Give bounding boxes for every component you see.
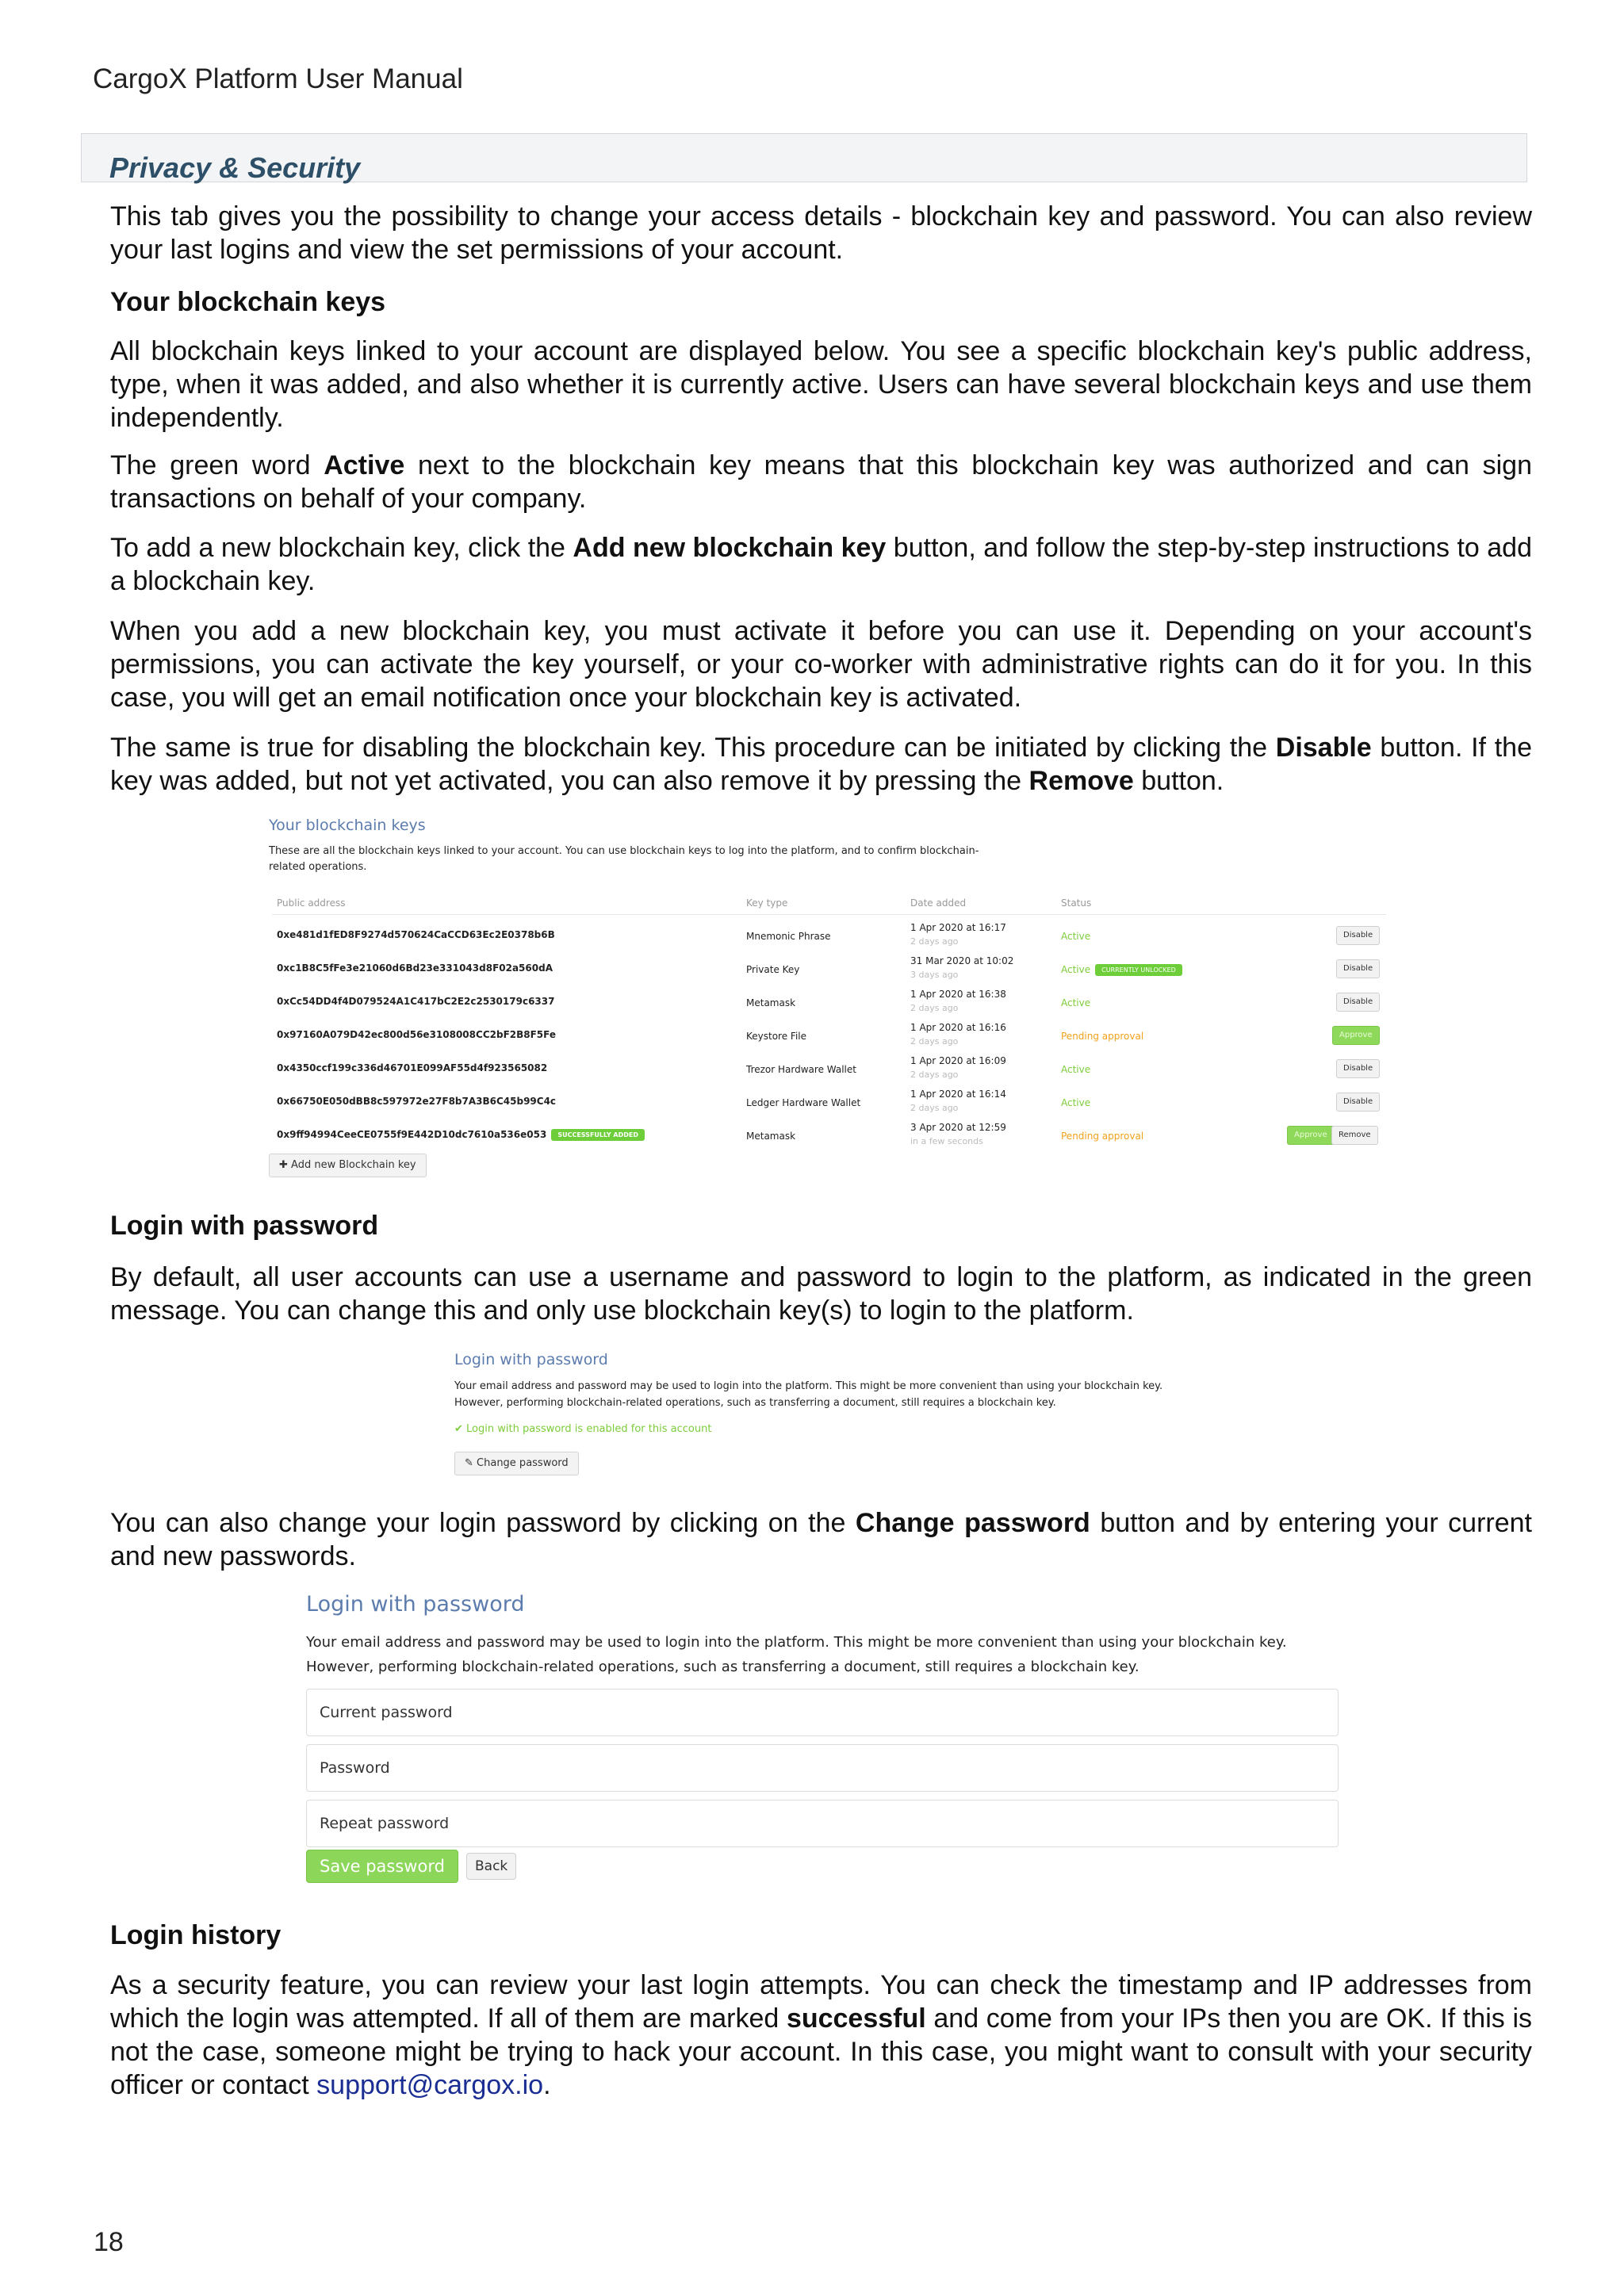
keys-paragraph-3: To add a new blockchain key, click the Add new blockchain key button, and follow the step-by-step instructions to add a blockchain key. — [110, 533, 1532, 596]
password-form-title: Login with password — [306, 1592, 525, 1617]
history-heading: Login history — [110, 1920, 282, 1950]
repeat-password-field[interactable]: Repeat password — [306, 1800, 1339, 1847]
login-paragraph-1: By default, all user accounts can use a username and password to login to the platform, as indicated in the green message. You can change this and only use blockchain key(s) to login to the platform. — [110, 1262, 1532, 1326]
disable-button[interactable]: Disable — [1336, 1059, 1380, 1078]
section-title: Privacy & Security — [109, 151, 361, 184]
running-header: CargoX Platform User Manual — [93, 63, 463, 94]
key-type: Ledger Hardware Wallet — [746, 1097, 861, 1108]
login-heading: Login with password — [110, 1211, 379, 1241]
column-header-status: Status — [1061, 897, 1092, 909]
table-header-divider — [272, 914, 1386, 915]
checkmark-icon: ✔ — [454, 1423, 467, 1435]
login-password-screenshot — [450, 1346, 1227, 1485]
table-row — [264, 1119, 1382, 1153]
login-panel-title: Login with password — [454, 1351, 608, 1368]
key-date: 1 Apr 2020 at 16:14 2 days ago — [910, 1089, 1006, 1113]
key-type: Keystore File — [746, 1031, 807, 1042]
login-panel-description: Your email address and password may be used to login into the platform. This might be more convenient than using your blockchain key. However, performing blockchain-related operations, such as transferring a document, still requires a blockchain key. — [454, 1380, 1163, 1409]
intro-paragraph: This tab gives you the possibility to change your access details - blockchain key and password. You can also review your last logins and view the set permissions of your account. — [110, 201, 1532, 265]
key-type: Metamask — [746, 1131, 796, 1142]
keys-panel-title: Your blockchain keys — [269, 817, 426, 834]
key-status: Pending approval — [1061, 1031, 1144, 1042]
key-address: 0x97160A079D42ec800d56e3108008CC2bF2B8F5Fe — [277, 1029, 557, 1040]
support-email-link[interactable]: support@cargox.io — [316, 2070, 544, 2100]
key-date: 31 Mar 2020 at 10:02 3 days ago — [910, 955, 1014, 980]
plus-icon: ✚ — [279, 1159, 292, 1171]
key-type: Metamask — [746, 997, 796, 1008]
key-status: Active — [1061, 997, 1091, 1008]
key-address: 0xc1B8C5fFe3e21060d6Bd23e331043d8F02a560dA — [277, 962, 553, 974]
current-password-field[interactable]: Current password — [306, 1689, 1339, 1736]
disable-button[interactable]: Disable — [1336, 1093, 1380, 1112]
save-password-button[interactable]: Save password — [306, 1850, 458, 1883]
table-row — [264, 986, 1382, 1020]
pencil-icon: ✎ — [465, 1457, 477, 1469]
key-status: Active — [1061, 1064, 1091, 1075]
key-address: 0xCc54DD4f4D079524A1C417bC2E2c2530179c6337 — [277, 996, 555, 1007]
approve-button[interactable]: Approve — [1287, 1126, 1335, 1145]
key-address: 0x66750E050dBB8c597972e27F8b7A3B6C45b99C4c — [277, 1096, 557, 1107]
key-address: 0xe481d1fED8F9274d570624CaCCD63Ec2E0378b6B — [277, 929, 555, 940]
table-row — [264, 920, 1382, 953]
table-row — [264, 1020, 1382, 1053]
key-status: Active CURRENTLY UNLOCKED — [1061, 964, 1182, 976]
disable-button[interactable]: Disable — [1336, 993, 1380, 1012]
disable-button[interactable]: Disable — [1336, 926, 1380, 945]
key-address: 0x9ff94994CeeCE0755f9E442D10dc7610a536e053 SUCCESSFULLY ADDED — [277, 1129, 645, 1141]
page-number: 18 — [94, 2227, 124, 2257]
column-header-type: Key type — [746, 897, 788, 909]
keys-paragraph-5: The same is true for disabling the blockchain key. This procedure can be initiated by clicking the Disable button. If the key was added, but not yet activated, you can also remove it by pressing the Remove button. — [110, 733, 1532, 796]
key-date: 1 Apr 2020 at 16:38 2 days ago — [910, 989, 1006, 1013]
keys-paragraph-4: When you add a new blockchain key, you must activate it before you can use it. Depending on your account's permissions, you can activate the key yourself, or your co-worker with administrative rights can do it for you. In this case, you will get an email notification once your blockchain key is activated. — [110, 616, 1532, 713]
remove-button[interactable]: Remove — [1331, 1126, 1378, 1145]
key-type: Private Key — [746, 964, 800, 975]
key-status: Active — [1061, 1097, 1091, 1108]
keys-heading: Your blockchain keys — [110, 287, 386, 317]
add-blockchain-key-button[interactable]: ✚ Add new Blockchain key — [269, 1154, 427, 1177]
keys-panel-description: These are all the blockchain keys linked to your account. You can use blockchain keys to log into the platform, and to confirm blockchain-related operations. — [269, 845, 979, 873]
key-type: Trezor Hardware Wallet — [746, 1064, 856, 1075]
disable-button[interactable]: Disable — [1336, 959, 1380, 978]
currently-unlocked-badge: CURRENTLY UNLOCKED — [1095, 964, 1182, 976]
approve-button[interactable]: Approve — [1332, 1026, 1380, 1045]
table-row — [264, 1053, 1382, 1086]
key-status: Active — [1061, 931, 1091, 942]
keys-paragraph-1: All blockchain keys linked to your account are displayed below. You see a specific blockchain key's public address, type, when it was added, and also whether it is currently active. Users can have several blockchain keys and use them independently. — [110, 336, 1532, 433]
change-password-screenshot — [301, 1587, 1348, 1888]
key-date: 3 Apr 2020 at 12:59 in a few seconds — [910, 1122, 1006, 1146]
change-password-button[interactable]: ✎ Change password — [454, 1452, 579, 1475]
password-form-description: Your email address and password may be used to login into the platform. This might be more convenient than using your blockchain key. However, performing blockchain-related operations, such as transferring a document, still requires a blockchain key. — [306, 1634, 1287, 1675]
successfully-added-badge: SUCCESSFULLY ADDED — [551, 1129, 645, 1141]
history-paragraph: As a security feature, you can review your last login attempts. You can check the timestamp and IP addresses from which the login was attempted. If all of them are marked successful and come from your IPs then you are OK. If this is not the case, someone might be trying to hack your account. In this case, you might want to consult with your security officer or contact support@cargox.io. — [110, 1970, 1532, 2100]
column-header-date: Date added — [910, 897, 967, 909]
key-date: 1 Apr 2020 at 16:16 2 days ago — [910, 1022, 1006, 1047]
key-type: Mnemonic Phrase — [746, 931, 831, 942]
key-date: 1 Apr 2020 at 16:17 2 days ago — [910, 922, 1006, 947]
back-button[interactable]: Back — [466, 1853, 516, 1880]
table-row — [264, 1086, 1382, 1119]
table-row — [264, 953, 1382, 986]
keys-paragraph-2: The green word Active next to the blockchain key means that this blockchain key was authorized and can sign transactions on behalf of your company. — [110, 450, 1532, 514]
column-header-address: Public address — [277, 897, 346, 909]
login-enabled-message: ✔ Login with password is enabled for this account — [454, 1423, 712, 1435]
blockchain-keys-screenshot — [264, 807, 1374, 1184]
key-date: 1 Apr 2020 at 16:09 2 days ago — [910, 1055, 1006, 1080]
new-password-field[interactable]: Password — [306, 1744, 1339, 1792]
key-address: 0x4350ccf199c336d46701E099AF55d4f923565082 — [277, 1062, 548, 1073]
key-status: Pending approval — [1061, 1131, 1144, 1142]
login-paragraph-2: You can also change your login password by clicking on the Change password button and by entering your current and new passwords. — [110, 1508, 1532, 1571]
